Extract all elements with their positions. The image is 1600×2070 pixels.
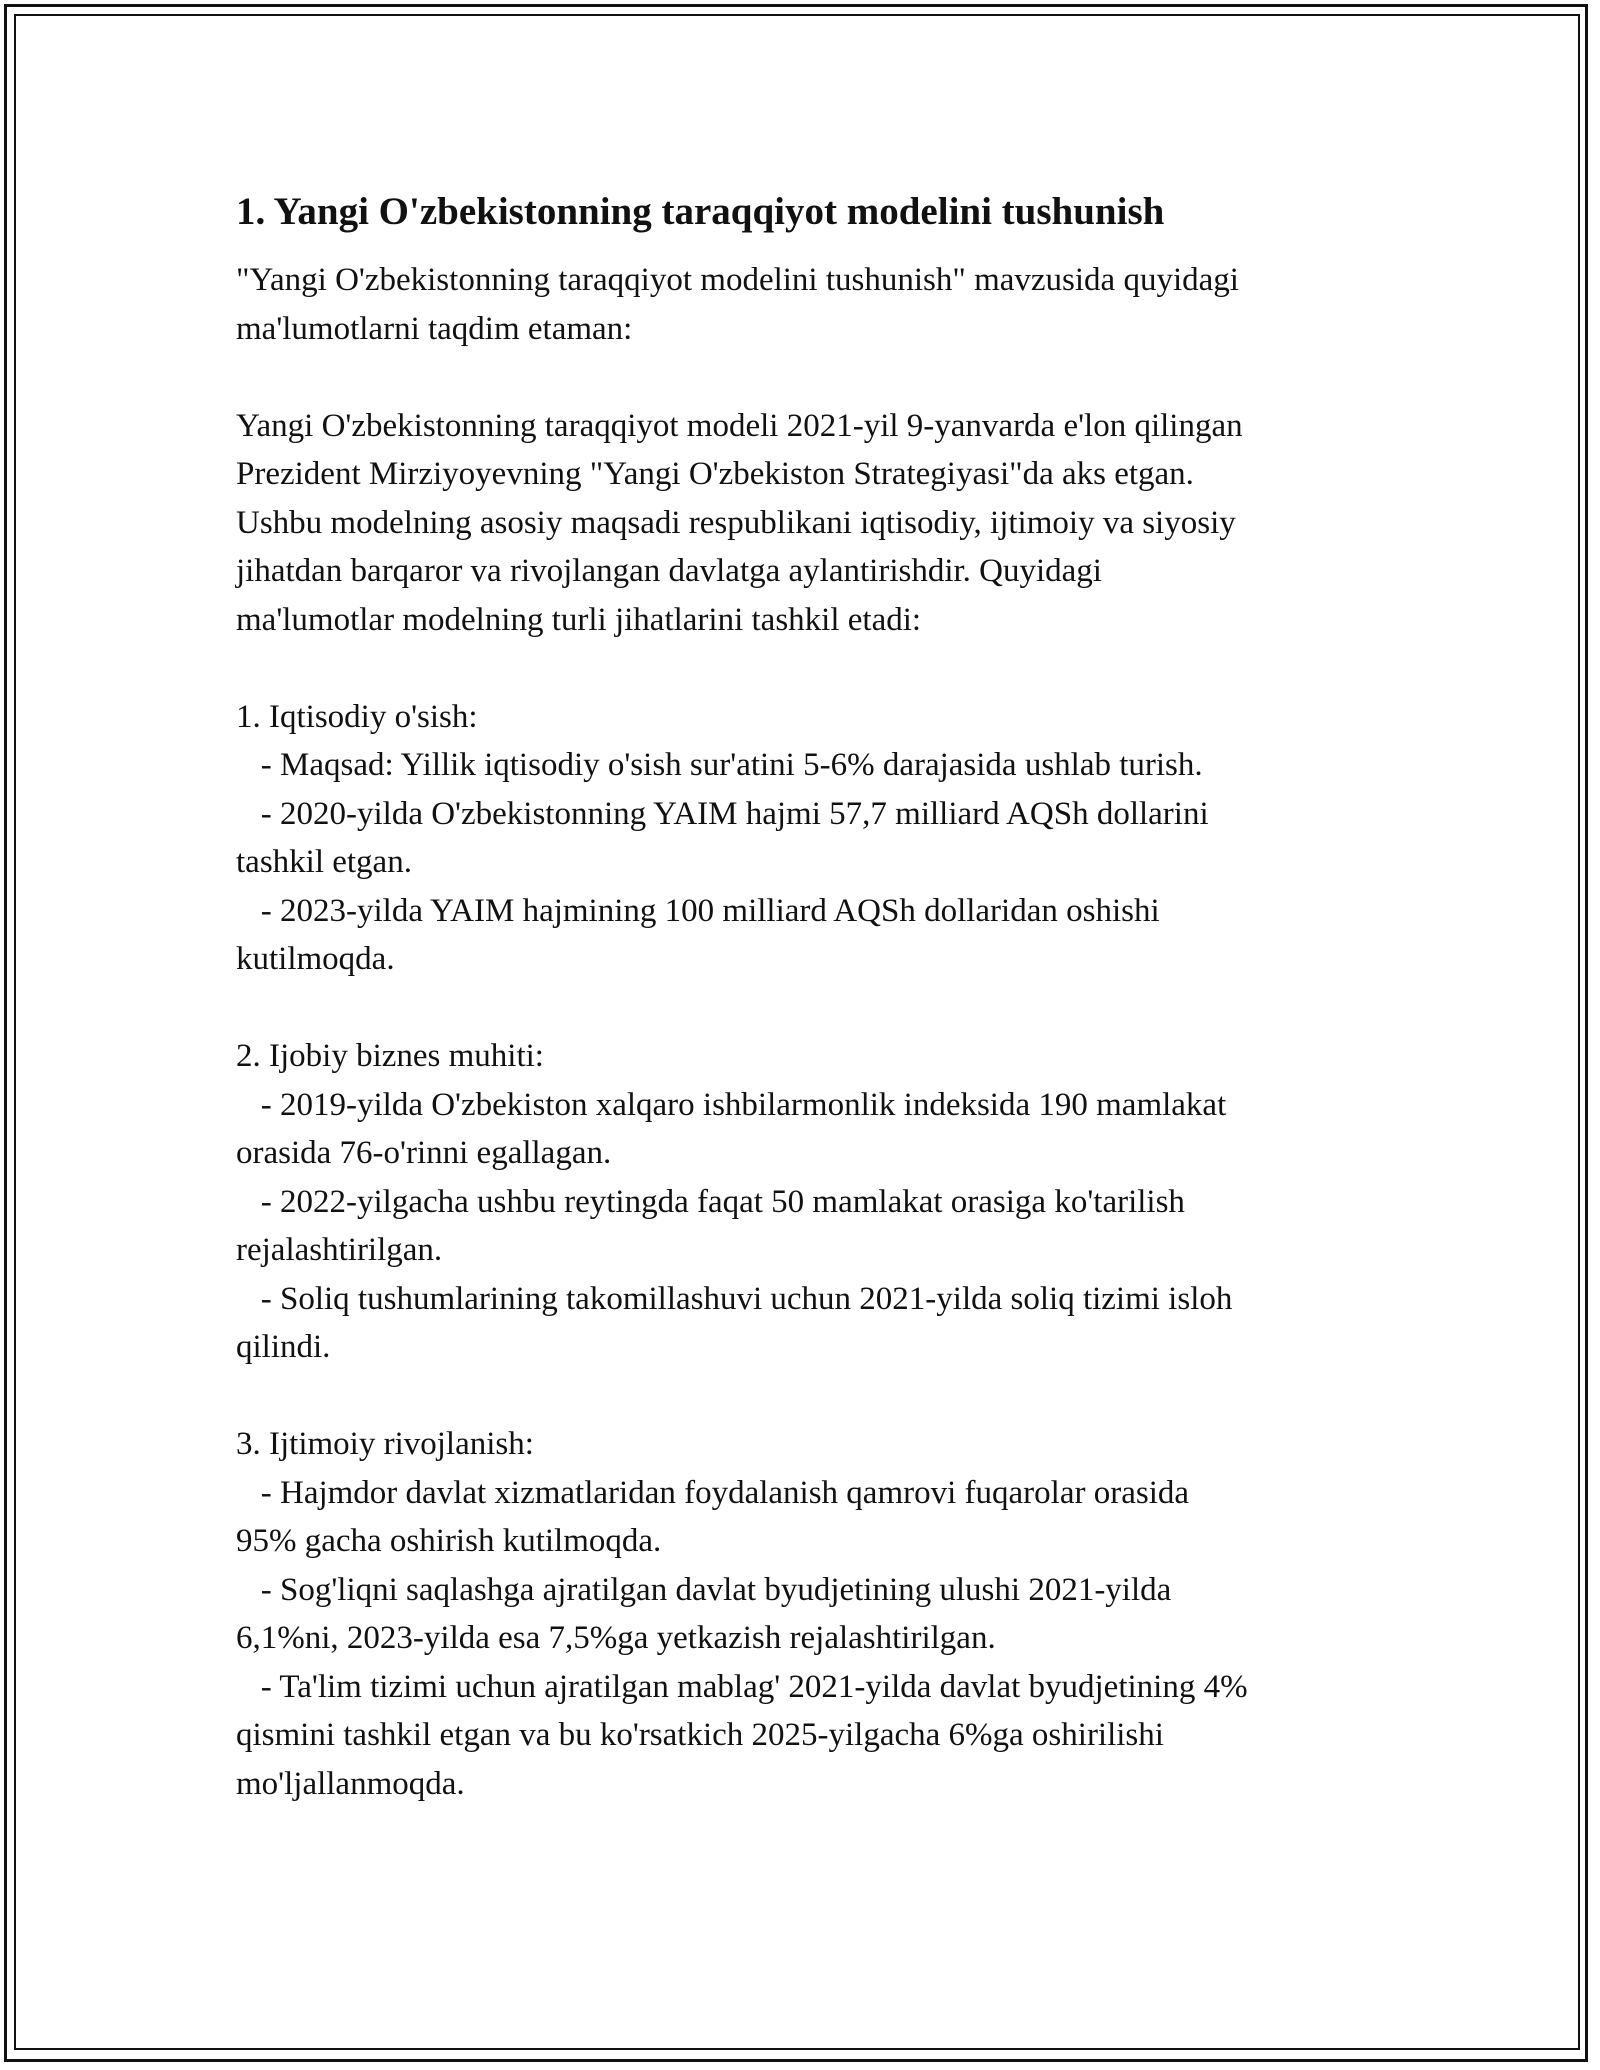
section-social-development bbox=[236, 1420, 1366, 1808]
section-business-environment bbox=[236, 1032, 1366, 1372]
list-item: - 2022-yilgacha ushbu reytingda faqat 50 mamlakat orasiga ko'tarilish rejalashtirilgan. bbox=[236, 1183, 1185, 1268]
list-item: - 2019-yilda O'zbekiston xalqaro ishbilarmonlik indeksida 190 mamlakat orasida 76-o'rinni egallagan. bbox=[236, 1086, 1227, 1171]
list-item: - 2023-yilda YAIM hajmining 100 milliard AQSh dollaridan oshishi kutilmoqda. bbox=[236, 892, 1160, 977]
document-title: 1. Yangi O'zbekistonning taraqqiyot modelini tushunish bbox=[236, 190, 1165, 233]
list-item: - Maqsad: Yillik iqtisodiy o'sish sur'atini 5-6% darajasida ushlab turish. bbox=[236, 747, 1203, 783]
section-heading: 2. Ijobiy biznes muhiti: bbox=[236, 1038, 544, 1074]
list-item: - 2020-yilda O'zbekistonning YAIM hajmi 57,7 milliard AQSh dollarini tashkil etgan. bbox=[236, 795, 1209, 880]
section-heading: 3. Ijtimoiy rivojlanish: bbox=[236, 1426, 534, 1462]
list-item: - Hajmdor davlat xizmatlaridan foydalanish qamrovi fuqarolar orasida 95% gacha oshirish kutilmoqda. bbox=[236, 1474, 1190, 1559]
section-economic-growth bbox=[236, 693, 1366, 984]
list-item: - Sog'liqni saqlashga ajratilgan davlat byudjetining ulushi 2021-yilda 6,1%ni, 2023-yilda esa 7,5%ga yetkazish rejalashtirilgan. bbox=[236, 1571, 1172, 1656]
overview-paragraph: Yangi O'zbekistonning taraqqiyot modeli 2021-yil 9-yanvarda e'lon qilingan Prezident Mirziyoyevning "Yangi O'zbekiston Strategiyasi"da aks etgan. Ushbu modelning asosiy maqsadi respublikani iqtisodiy, ijtimoiy va siyosiy jihatdan barqaror va rivojlangan davlatga aylantirishdir. Quyidagi ma'lumotlar modelning turli jihatlarini tashkil etadi: bbox=[236, 407, 1243, 638]
document-body bbox=[236, 186, 1366, 1857]
intro-paragraph: "Yangi O'zbekistonning taraqqiyot modelini tushunish" mavzusida quyidagi ma'lumotlarni taqdim etaman: bbox=[236, 262, 1239, 347]
list-item: - Ta'lim tizimi uchun ajratilgan mablag' 2021-yilda davlat byudjetining 4% qismini tashkil etgan va bu ko'rsatkich 2025-yilgacha 6%ga oshirilishi mo'ljallanmoqda. bbox=[236, 1668, 1248, 1802]
section-heading: 1. Iqtisodiy o'sish: bbox=[236, 698, 478, 735]
list-item: - Soliq tushumlarining takomillashuvi uchun 2021-yilda soliq tizimi isloh qilindi. bbox=[236, 1280, 1233, 1365]
